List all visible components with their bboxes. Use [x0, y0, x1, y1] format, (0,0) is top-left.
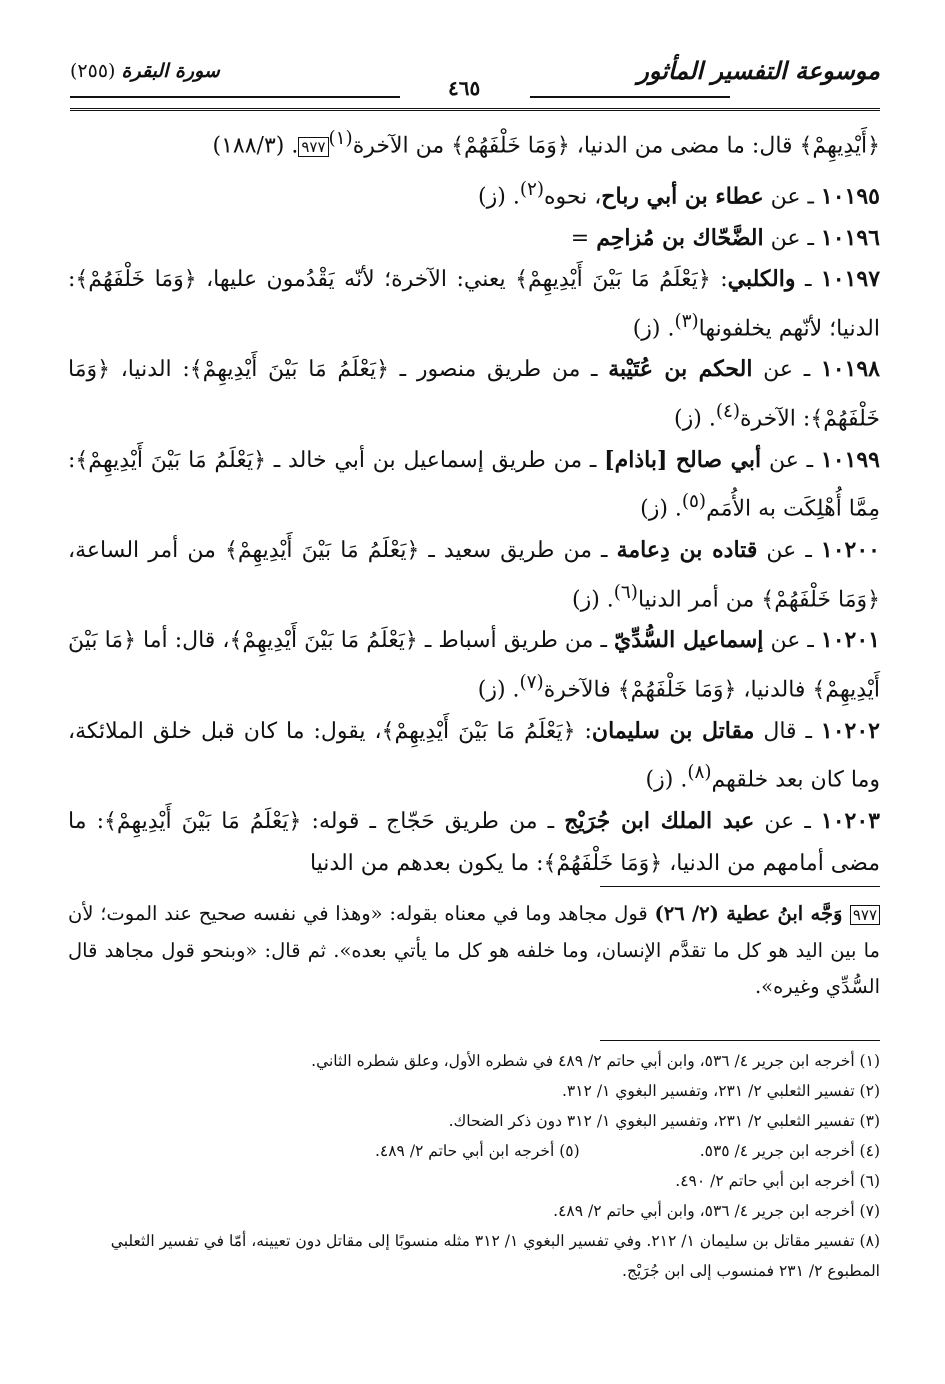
- paragraph-10201: ١٠٢٠١ ـ عن إسماعيل السُّدِّيّ ـ من طريق أسباط ـ ﴿يَعْلَمُ مَا بَيْنَ أَيْدِيهِمْ﴾، قال: أما ﴿مَا بَيْنَ أَيْدِيهِمْ﴾ فالدنيا، ﴿وَمَا خَلْفَهُمْ﴾ فالآخرة$^{(٧)}$. (ز): [68, 627, 880, 703]
- footnote-5: (٥) أخرجه ابن أبي حاتم ٢/ ٤٨٩.: [374, 1142, 580, 1160]
- paragraph-continued: ﴿أَيْدِيهِمْ﴾ قال: ما مضى من الدنيا، ﴿وَمَا خَلْفَهُمْ﴾ من الآخرة$^{(١)}$٩٧٧. (١٨٨/٣): [212, 128, 880, 159]
- paragraph-10198: ١٠١٩٨ ـ عن الحكم بن عُتَيْبة ـ من طريق منصور ـ ﴿يَعْلَمُ مَا بَيْنَ أَيْدِيهِمْ﴾: الدنيا، ﴿وَمَا خَلْفَهُمْ﴾: الآخرة$^{(٤)}$. (ز): [68, 356, 880, 432]
- paragraph-10203: ١٠٢٠٣ ـ عن عبد الملك ابن جُرَيْج ـ من طريق حَجّاج ـ قوله: ﴿يَعْلَمُ مَا بَيْنَ أَيْدِيهِمْ﴾: ما مضى أمامهم من الدنيا، ﴿وَمَا خَلْفَهُمْ﴾: ما يكون بعدهم من الدنيا: [68, 808, 880, 876]
- surah-heading: [70, 60, 220, 82]
- footnote-6: (٦) أخرجه ابن أبي حاتم ٢/ ٤٩٠.: [675, 1172, 880, 1190]
- book-title: موسوعة التفسير المأثور: [637, 56, 880, 85]
- paragraph-10195: ١٠١٩٥ ـ عن عطاء بن أبي رباح، نحوه$^{(٢)}$. (ز): [478, 178, 880, 210]
- comment-author: وَجَّه ابنُ عطية (٢/ ٢٦): [654, 902, 850, 925]
- footnote-1: (١) أخرجه ابن جرير ٤/ ٥٣٦، وابن أبي حاتم ٢/ ٤٨٩ في شطره الأول، وعلق شطره الثاني.: [311, 1052, 880, 1070]
- paragraph-10197: ١٠١٩٧ ـ والكلبي: ﴿يَعْلَمُ مَا بَيْنَ أَيْدِيهِمْ﴾ يعني: الآخرة؛ لأنّه يَقْدُمون عليها، ﴿وَمَا خَلْفَهُمْ﴾: الدنيا؛ لأنّهم يخلفونها$^{(٣)}$. (ز): [68, 266, 881, 341]
- header-rule: [70, 108, 880, 111]
- paragraph-10200: ١٠٢٠٠ ـ عن قتاده بن دِعامة ـ من طريق سعيد ـ ﴿يَعْلَمُ مَا بَيْنَ أَيْدِيهِمْ﴾ من أمر الساعة، ﴿وَمَا خَلْفَهُمْ﴾ من أمر الدنيا$^{(٦)}$. (ز): [68, 537, 880, 612]
- footnote-8: (٨) تفسير مقاتل بن سليمان ١/ ٢١٢. وفي تفسير البغوي ١/ ٣١٢ مثله منسوبًا إلى مقاتل دون تعيينه، أمّا في تفسير الثعلبي المطبوع ٢/ ٢٣١ فمنسوب إلى ابن جُرَيْج.: [110, 1232, 880, 1280]
- footnote-3: (٣) تفسير الثعلبي ٢/ ٢٣١، وتفسير البغوي ١/ ٣١٢ دون ذكر الضحاك.: [448, 1112, 880, 1130]
- comment-number: ٩٧٧: [850, 905, 880, 925]
- footnote-4: (٤) أخرجه ابن جرير ٤/ ٥٣٥.: [699, 1142, 880, 1160]
- footnotes: [68, 1046, 880, 1286]
- surah-name: سورة البقرة: [121, 60, 220, 82]
- header-ornament-left: [70, 96, 400, 98]
- footnote-2: (٢) تفسير الثعلبي ٢/ ٢٣١، وتفسير البغوي ١/ ٣١٢.: [561, 1082, 880, 1100]
- page-header: [70, 52, 880, 102]
- surah-page: (٢٥٥): [70, 60, 116, 82]
- commentary-box: [68, 896, 880, 1005]
- main-text: [68, 118, 880, 884]
- footnote-row-4-5: [68, 1136, 880, 1166]
- comment-separator: [600, 886, 880, 887]
- comment-text: قول مجاهد وما في معناه بقوله: «وهذا في نفسه صحيح عند الموت؛ لأن ما بين اليد هو كل ما تقدَّم الإنسان، وما خلفه هو كل ما يأتي بعده». ثم قال: «وبنحو قول مجاهد قال السُّدِّي وغيره».: [68, 902, 880, 998]
- page-number: ٤٦٥: [448, 76, 481, 100]
- comment-box-ref: ٩٧٧: [298, 137, 328, 157]
- paragraph-10199: ١٠١٩٩ ـ عن أبي صالح [باذام] ـ من طريق إسماعيل بن أبي خالد ـ ﴿يَعْلَمُ مَا بَيْنَ أَيْدِيهِمْ﴾: مِمَّا أُهْلِكَت به الأُمَم$^{(٥)}$. (ز): [68, 446, 880, 522]
- paragraph-10196: ١٠١٩٦ ـ عن الضَّحّاك بن مُزاحِم =: [570, 224, 880, 251]
- footnote-7: (٧) أخرجه ابن جرير ٤/ ٥٣٦، وابن أبي حاتم ٢/ ٤٨٩.: [553, 1202, 880, 1220]
- header-ornament-right: [530, 96, 730, 98]
- paragraph-10202: ١٠٢٠٢ ـ قال مقاتل بن سليمان: ﴿يَعْلَمُ مَا بَيْنَ أَيْدِيهِمْ﴾، يقول: ما كان قبل خلق الملائكة، وما كان بعد خلقهم$^{(٨)}$. (ز): [68, 717, 880, 793]
- footnote-separator: [600, 1040, 880, 1041]
